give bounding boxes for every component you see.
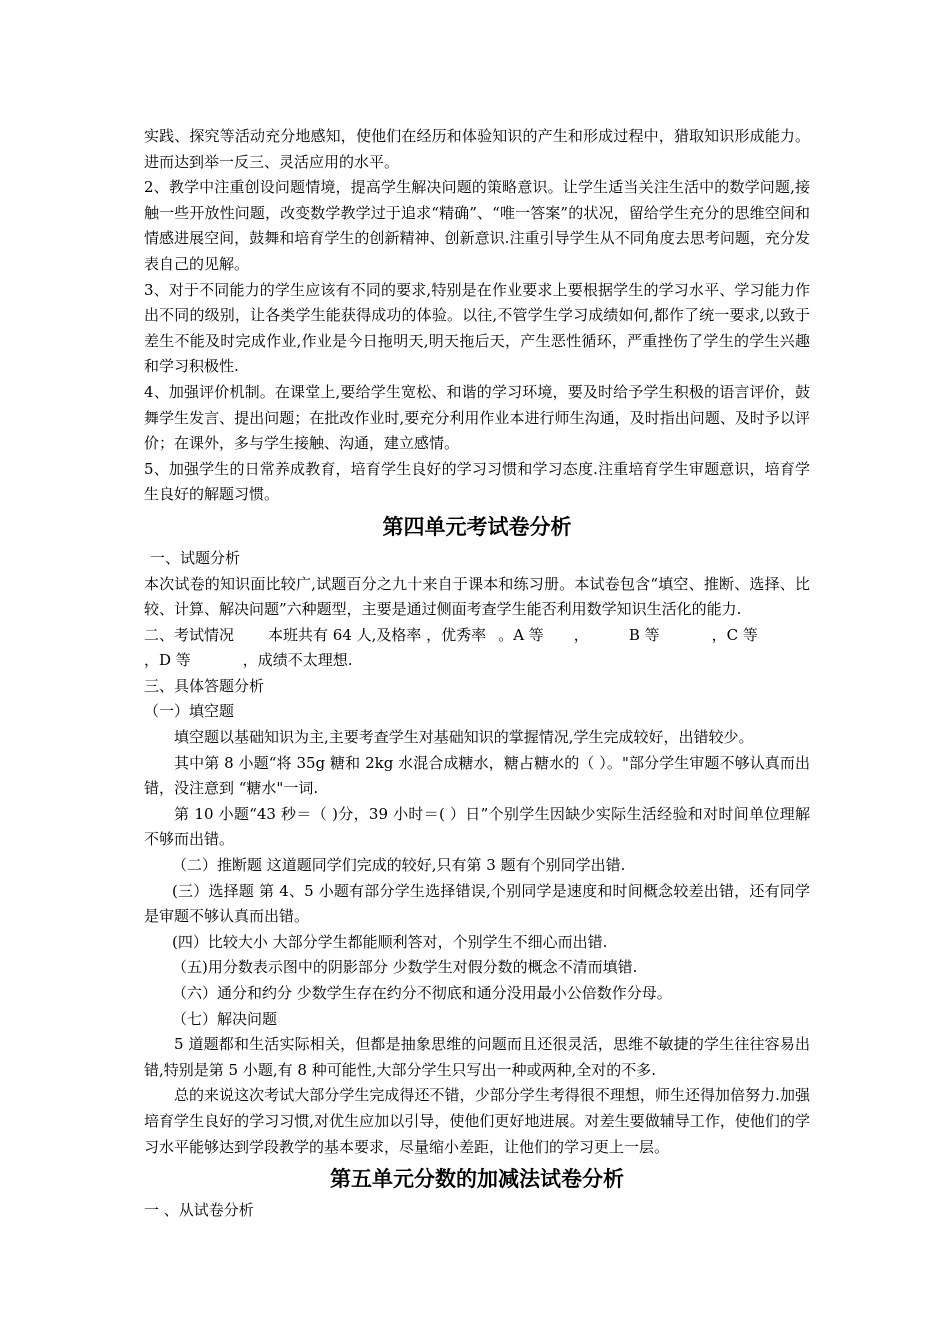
subsection-judgement: （二）推断题 这道题同学们完成的较好,只有第 3 题有个别同学出错. [172,856,626,875]
subsection-fraction-shade: （五)用分数表示图中的阴影部分 少数学生对假分数的概念不清而填错. [172,958,638,977]
exam-comma: ， [573,625,589,644]
section4-analysis-paragraph: 本次试卷的知识面比较广,试题百分之九十来自于课本和练习册。本试卷包含“填空、推断、选择、比较、计算、解决问题”六种题型，主要是通过侧面考查学生能否利用数学知识生活化的能力. [144,574,810,619]
exam-grade-a: 。A 等 [498,625,544,644]
point-2-paragraph: 2、教学中注重创设问题情境，提高学生解决问题的策略意识。让学生适当关注生活中的数学问题,接触一些开放性问题，改变数学教学过于追求“精确”、“唯一答案”的状况，留给学生充分的思维空间和情感进展空间，鼓舞和培育学生的创新精神、创新意识.注重引导学生从不同角度去思考问题，充分发表自己的见解。 [144,178,810,273]
exam-result-remark: ，成绩不太理想. [242,651,353,670]
exam-grade-b: B 等 [628,625,660,644]
exam-pass-rate: 本班共有 64 人,及格率 ，优秀率 [268,625,487,644]
section4-heading-analysis: 一、试题分析 [150,548,241,567]
document-body [144,124,810,1224]
subsection-common-denominator: （六）通分和约分 少数学生存在约分不彻底和通分没用最小公倍数作分母。 [172,984,672,1002]
section5-title: 第五单元分数的加减法试卷分析 [330,1166,624,1192]
exam-situation-line [144,623,810,674]
subsection-problem-solving: （七）解决问题 [172,1009,278,1028]
fill-blank-paragraph-1: 填空题以基础知识为主,主要考查学生对基础知识的掌握情况,学生完成较好，出错较少。 [174,728,754,747]
problem-solving-paragraph: 5 道题都和生活实际相关，但都是抽象思维的问题而且还很灵活，思维不敏捷的学生往往容易出错,特别是第 5 小题,有 8 种可能性,大部分学生只写出一种或两种,全对的不多. [144,1035,810,1079]
exam-situation-label: 二、考试情况 [144,625,235,644]
section4-heading-detail: 三、具体答题分析 [144,676,265,695]
subsection-fill-blank: （一）填空题 [144,702,235,721]
point-4-paragraph: 4、加强评价机制。在课堂上,要给学生宽松、和谐的学习环境，要及时给予学生积极的语言评价，鼓舞学生发言、提出问题；在批改作业时,要充分利用作业本进行师生沟通，及时指出问题、及时予以评价；在课外，多与学生接触、沟通，建立感情。 [144,382,810,453]
subsection-compare: (四）比较大小 大部分学生都能顺利答对，个别学生不细心而出错. [172,932,608,951]
fill-blank-paragraph-2: 其中第 8 小题“将 35g 糖和 2kg 水混合成糖水，糖占糖水的（ ）。"部分学生审题不够认真而出错，没注意到 “糖水"一词. [144,753,810,798]
section4-title: 第四单元考试卷分析 [382,513,572,539]
intro-paragraph: 实践、探究等活动充分地感知，使他们在经历和体验知识的产生和形成过程中，猎取知识形成能力。进而达到举一反三、灵活应用的水平。 [144,127,810,171]
subsection-choice: (三）选择题 第 4、5 小题有部分学生选择错误,个别同学是速度和时间概念较差出错，还有同学是审题不够认真而出错。 [144,881,810,926]
section5-heading-analysis: 一 、从试卷分析 [144,1201,254,1220]
exam-grade-d: ，D 等 [144,651,191,670]
summary-paragraph: 总的来说这次考试大部分学生完成得还不错，少部分学生考得很不理想，师生还得加倍努力.加强培育学生良好的学习习惯,对优生应加以引导，使他们更好地进展。对差生要做辅导工作，使他们的学习水平能够达到学段教学的基本要求，尽量缩小差距，让他们的学习更上一层。 [144,1086,810,1156]
fill-blank-paragraph-3: 第 10 小题“43 秒＝（ )分，39 小时＝( ）日”个别学生因缺少实际生活经验和对时间单位理解不够而出错。 [144,804,810,849]
point-3-paragraph: 3、对于不同能力的学生应该有不同的要求,特别是在作业要求上要根据学生的学习水平、学习能力作出不同的级别，让各类学生能获得成功的体验。以往,不管学生学习成绩如何,都作了统一要求,以致于差生不能及时完成作业,作业是今日拖明天,明天拖后天，产生恶性循环，严重挫伤了学生的学生兴趣和学习积极性. [144,280,810,376]
point-5-paragraph: 5、加强学生的日常养成教育，培育学生良好的学习习惯和学习态度.注重培育学生审题意识，培育学生良好的解题习惯。 [144,459,810,504]
exam-grade-c: ，C 等 [711,625,758,644]
